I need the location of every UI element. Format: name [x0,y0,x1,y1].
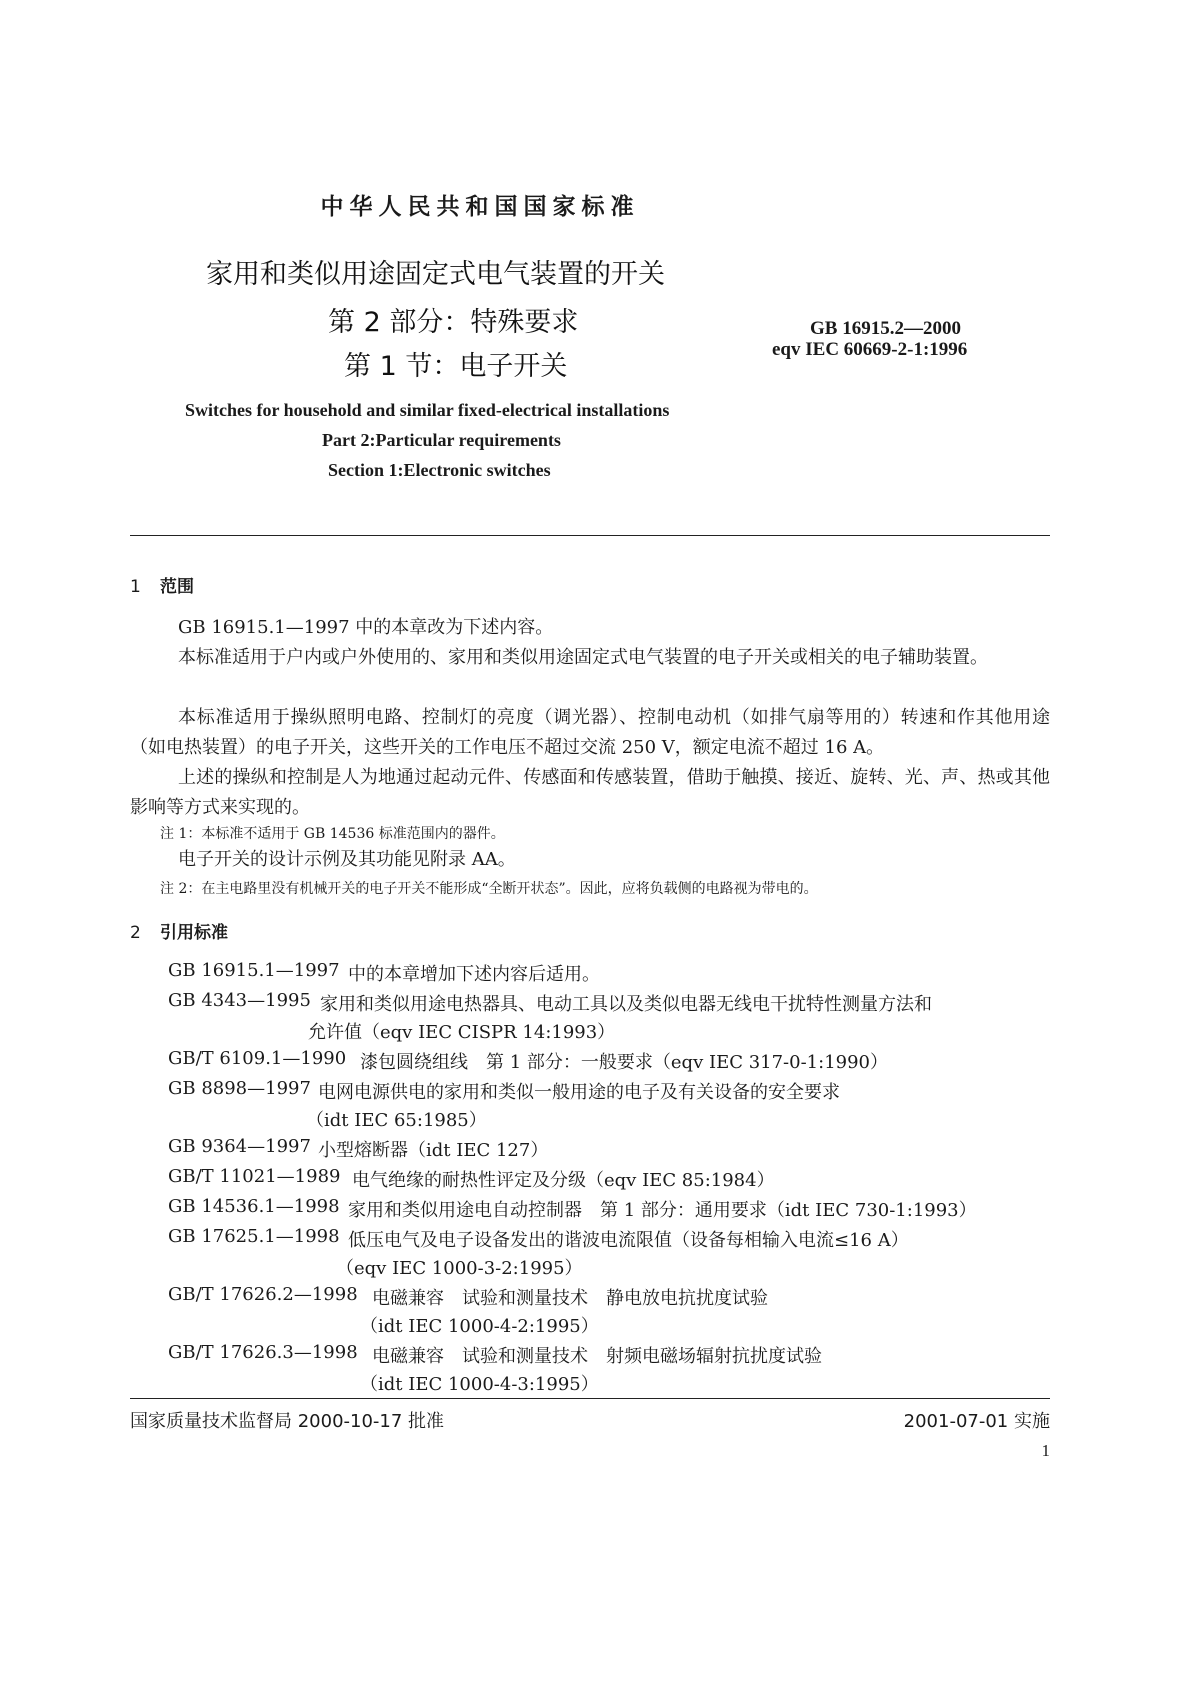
ref-title: 中的本章增加下述内容后适用。 [348,964,600,985]
ref-title: 电磁兼容 试验和测量技术 静电放电抗扰度试验 [372,1288,768,1309]
title-en-section: Section 1:Electronic switches [328,460,551,480]
ref-code: GB 9364—1997 [168,1136,311,1157]
section-2-number: 2 [130,923,141,943]
ref-code: GB/T 11021—1989 [168,1166,341,1187]
title-cn-part: 第 2 部分：特殊要求 [328,307,579,338]
section-1-para-3: 本标准适用于操纵照明电路、控制灯的亮度（调光器）、控制电动机（如排气扇等用的）转速和作其他用途（如电热装置）的电子开关，这些开关的工作电压不超过交流 250 V，额定电流不超过 16 A。 [130,707,1050,758]
ref-code: GB/T 17626.2—1998 [168,1284,358,1305]
ref-code: GB/T 17626.3—1998 [168,1342,358,1363]
ref-code: GB 17625.1—1998 [168,1226,340,1247]
ref-title: 漆包圆绕组线 第 1 部分：一般要求（eqv IEC 317-0-1:1990） [360,1052,889,1073]
section-1-note-2: 注 2：在主电路里没有机械开关的电子开关不能形成“全断开状态”。因此，应将负载侧的电路视为带电的。 [160,881,818,897]
ref-title: 低压电气及电子设备发出的谐波电流限值（设备每相输入电流≤16 A） [348,1230,909,1251]
ref-code: GB/T 6109.1—1990 [168,1048,347,1069]
ref-code: GB 14536.1—1998 [168,1196,340,1217]
ref-title-continued: （idt IEC 1000-4-3:1995） [360,1374,599,1395]
ref-title-continued: （idt IEC 65:1985） [306,1110,487,1131]
footer-divider [130,1398,1050,1399]
section-2-title: 引用标准 [160,923,228,943]
header-divider [130,535,1050,536]
ref-title-continued: 允许值（eqv IEC CISPR 14:1993） [308,1022,616,1043]
title-cn-section: 第 1 节：电子开关 [344,351,568,382]
ref-title: 小型熔断器（idt IEC 127） [318,1140,549,1161]
effective-date: 2001-07-01 实施 [903,1411,1050,1432]
section-1-note-1: 注 1：本标准不适用于 GB 14536 标准范围内的器件。 [160,826,505,842]
title-cn-main: 家用和类似用途固定式电气装置的开关 [206,259,665,290]
approval-date: 国家质量技术监督局 2000-10-17 批准 [130,1411,445,1432]
ref-title: 家用和类似用途电热器具、电动工具以及类似电器无线电干扰特性测量方法和 [320,994,932,1015]
equivalence-note: eqv IEC 60669-2-1:1996 [772,339,968,360]
ref-title: 电磁兼容 试验和测量技术 射频电磁场辐射抗扰度试验 [372,1346,822,1367]
ref-code: GB 8898—1997 [168,1078,311,1099]
section-1-para-4: 上述的操纵和控制是人为地通过起动元件、传感面和传感装置，借助于触摸、接近、旋转、光、声、热或其他影响等方式来实现的。 [130,767,1050,818]
title-en-main: Switches for household and similar fixed-electrical installations [185,400,670,420]
section-1-para-5: 电子开关的设计示例及其功能见附录 AA。 [178,849,516,870]
page-number: 1 [1041,1441,1050,1460]
ref-code: GB 4343—1995 [168,990,311,1011]
title-en-part: Part 2:Particular requirements [322,430,561,450]
ref-title: 电网电源供电的家用和类似一般用途的电子及有关设备的安全要求 [318,1082,840,1103]
ref-title: 电气绝缘的耐热性评定及分级（eqv IEC 85:1984） [352,1170,775,1191]
issuing-organization: 中华人民共和国国家标准 [320,194,640,220]
ref-title: 家用和类似用途电自动控制器 第 1 部分：通用要求（idt IEC 730-1:1993） [348,1200,977,1221]
section-1-number: 1 [130,577,141,597]
ref-code: GB 16915.1—1997 [168,960,340,981]
ref-title-continued: （eqv IEC 1000-3-2:1995） [336,1258,583,1279]
ref-title-continued: （idt IEC 1000-4-2:1995） [360,1316,599,1337]
section-2-heading [130,918,228,943]
section-1-heading [130,572,194,597]
section-1-title: 范围 [160,577,194,597]
standard-number: GB 16915.2—2000 [810,318,961,339]
section-1-para-1: GB 16915.1—1997 中的本章改为下述内容。 [178,617,554,638]
section-1-para-2: 本标准适用于户内或户外使用的、家用和类似用途固定式电气装置的电子开关或相关的电子辅助装置。 [178,647,988,668]
